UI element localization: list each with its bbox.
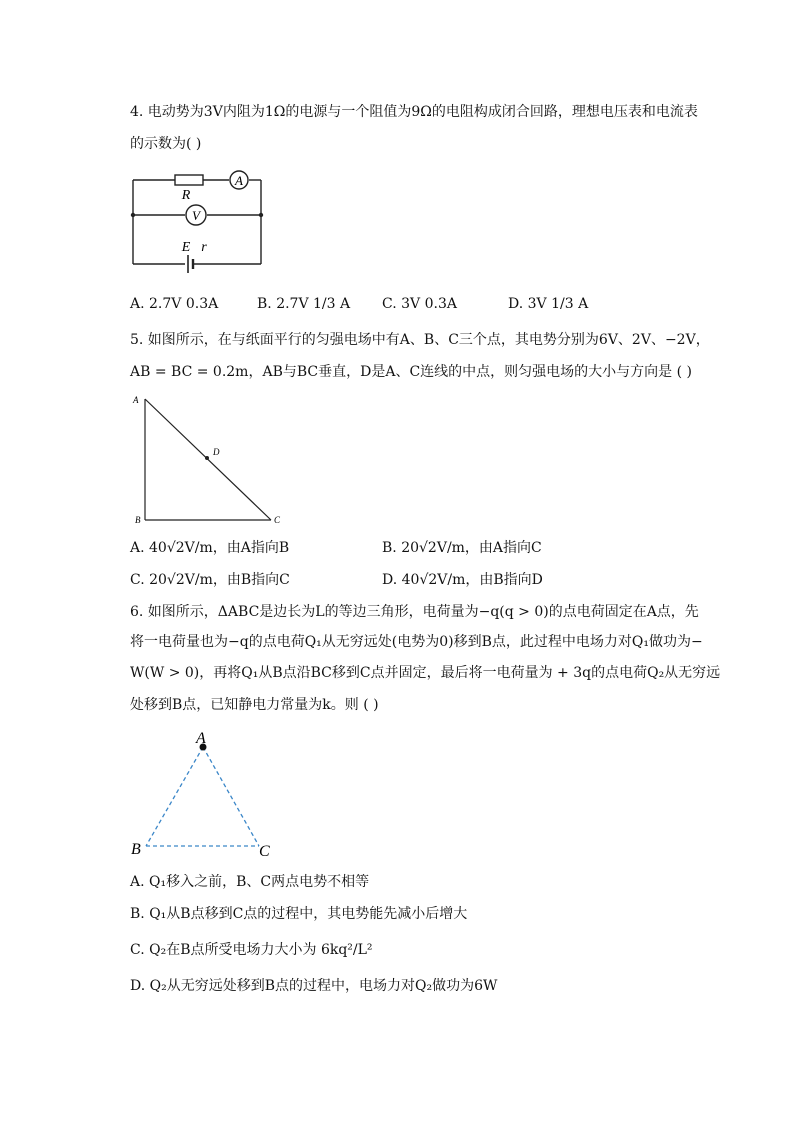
q4-stem-line1: 4. 电动势为3V内阻为1Ω的电源与一个阻值为9Ω的电阻构成闭合回路，理想电压表和电流表 xyxy=(130,104,698,120)
q5-option-a: A. 40√2V/m，由A指向B xyxy=(130,540,290,556)
label-A: A xyxy=(196,730,206,747)
q6-stem-line3: W(W > 0)，再将Q₁从B点沿BC移到C点并固定，最后将一电荷量为 + 3q的点电荷Q₂从无穷远 xyxy=(130,665,721,681)
label-r: r xyxy=(201,240,207,255)
label-D: D xyxy=(213,447,220,457)
label-C: C xyxy=(274,515,281,525)
q4-option-b: B. 2.7V 1/3 A xyxy=(257,296,351,312)
label-A: A xyxy=(133,395,139,405)
q6-stem-line1: 6. 如图所示，ΔABC是边长为L的等边三角形，电荷量为−q(q > 0)的点电荷固定在A点，先 xyxy=(130,604,699,620)
label-V: V xyxy=(192,208,200,223)
label-R: R xyxy=(181,188,191,203)
junction-right xyxy=(259,213,263,217)
label-B: B xyxy=(135,515,141,525)
resistor-R xyxy=(175,175,203,185)
point-D xyxy=(205,456,209,460)
q4-stem-line2: 的示数为( ) xyxy=(130,136,202,152)
label-A: A xyxy=(235,173,243,188)
q6-equilateral-triangle-diagram xyxy=(128,725,278,865)
q5-option-d: D. 40√2V/m，由B指向D xyxy=(382,572,543,588)
q5-triangle-diagram xyxy=(128,390,288,530)
label-C: C xyxy=(259,843,270,860)
label-E: E xyxy=(181,240,191,255)
q5-option-c: C. 20√2V/m，由B指向C xyxy=(130,572,290,588)
q6-option-b: B. Q₁从B点移到C点的过程中，其电势能先减小后增大 xyxy=(130,906,468,922)
junction-left xyxy=(131,213,135,217)
q4-option-c: C. 3V 0.3A xyxy=(382,296,457,312)
q5-stem-line1: 5. 如图所示，在与纸面平行的匀强电场中有A、B、C三个点，其电势分别为6V、2V、−2V， xyxy=(130,332,710,348)
q4-option-a: A. 2.7V 0.3A xyxy=(130,296,219,312)
q6-stem-line4: 处移到B点，已知静电力常量为k。则 ( ) xyxy=(130,697,379,713)
q6-option-a: A. Q₁移入之前，B、C两点电势不相等 xyxy=(130,874,370,890)
q6-option-c: C. Q₂在B点所受电场力大小为 6kq²/L² xyxy=(130,942,373,958)
q5-stem-line2: AB = BC = 0.2m，AB与BC垂直，D是A、C连线的中点，则匀强电场的大小与方向是 ( ) xyxy=(130,364,692,380)
q5-option-b: B. 20√2V/m，由A指向C xyxy=(382,540,542,556)
label-B: B xyxy=(131,841,141,858)
q6-option-d: D. Q₂从无穷远处移到B点的过程中，电场力对Q₂做功为6W xyxy=(130,978,498,994)
q4-option-d: D. 3V 1/3 A xyxy=(508,296,589,312)
q6-stem-line2: 将一电荷量也为−q的点电荷Q₁从无穷远处(电势为0)移到B点，此过程中电场力对Q₁做功为− xyxy=(130,634,703,650)
q4-circuit-diagram xyxy=(125,163,270,273)
